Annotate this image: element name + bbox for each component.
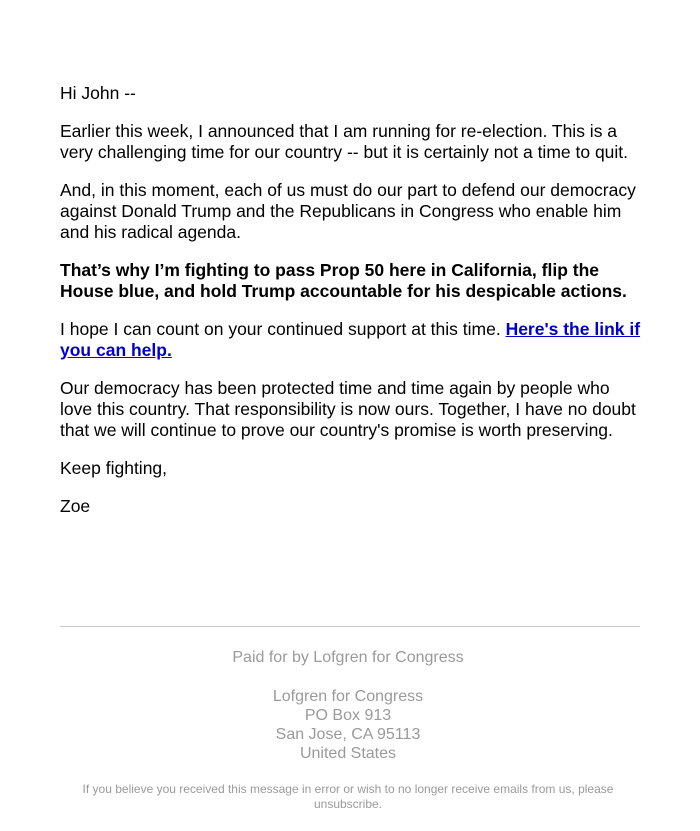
mailing-address <box>0 687 696 763</box>
address-country: United States <box>299 745 397 762</box>
unsubscribe-notice[interactable]: If you believe you received this message in error or wish to no longer receive emails from us, please unsubscribe. <box>82 782 614 811</box>
paragraph-prop-50: That’s why I’m fighting to pass Prop 50 here in California, flip the House blue, and hold Trump accountable for his despicable actions. <box>60 260 627 301</box>
donate-link[interactable]: Here's the link if you can help. <box>60 319 641 360</box>
support-text: I hope I can count on your continued support at this time. <box>60 319 506 339</box>
address-line1: PO Box 913 <box>304 707 392 724</box>
paragraph-democracy: And, in this moment, each of us must do our part to defend our democracy against Donald Trump and the Republicans in Congress who enable him and his radical agenda. <box>60 180 636 242</box>
signature: Zoe <box>60 496 91 516</box>
greeting: Hi John -- <box>60 83 136 103</box>
footer-divider <box>60 626 640 627</box>
paragraph-announcement: Earlier this week, I announced that I am running for re-election. This is a very challenging time for our country -- but it is certainly not a time to quit. <box>60 121 629 162</box>
signoff: Keep fighting, <box>60 458 168 478</box>
paragraph-support <box>60 319 645 361</box>
paragraph-closing: Our democracy has been protected time and time again by people who love this country. That responsibility is now ours. Together, I have no doubt that we will continue to prove our country's promise is worth preserving. <box>60 378 636 440</box>
paid-for-disclaimer: Paid for by Lofgren for Congress <box>232 649 464 666</box>
address-name: Lofgren for Congress <box>272 688 424 705</box>
email-body <box>60 83 645 534</box>
address-city-state-zip: San Jose, CA 95113 <box>275 726 421 743</box>
email-footer <box>0 648 696 812</box>
